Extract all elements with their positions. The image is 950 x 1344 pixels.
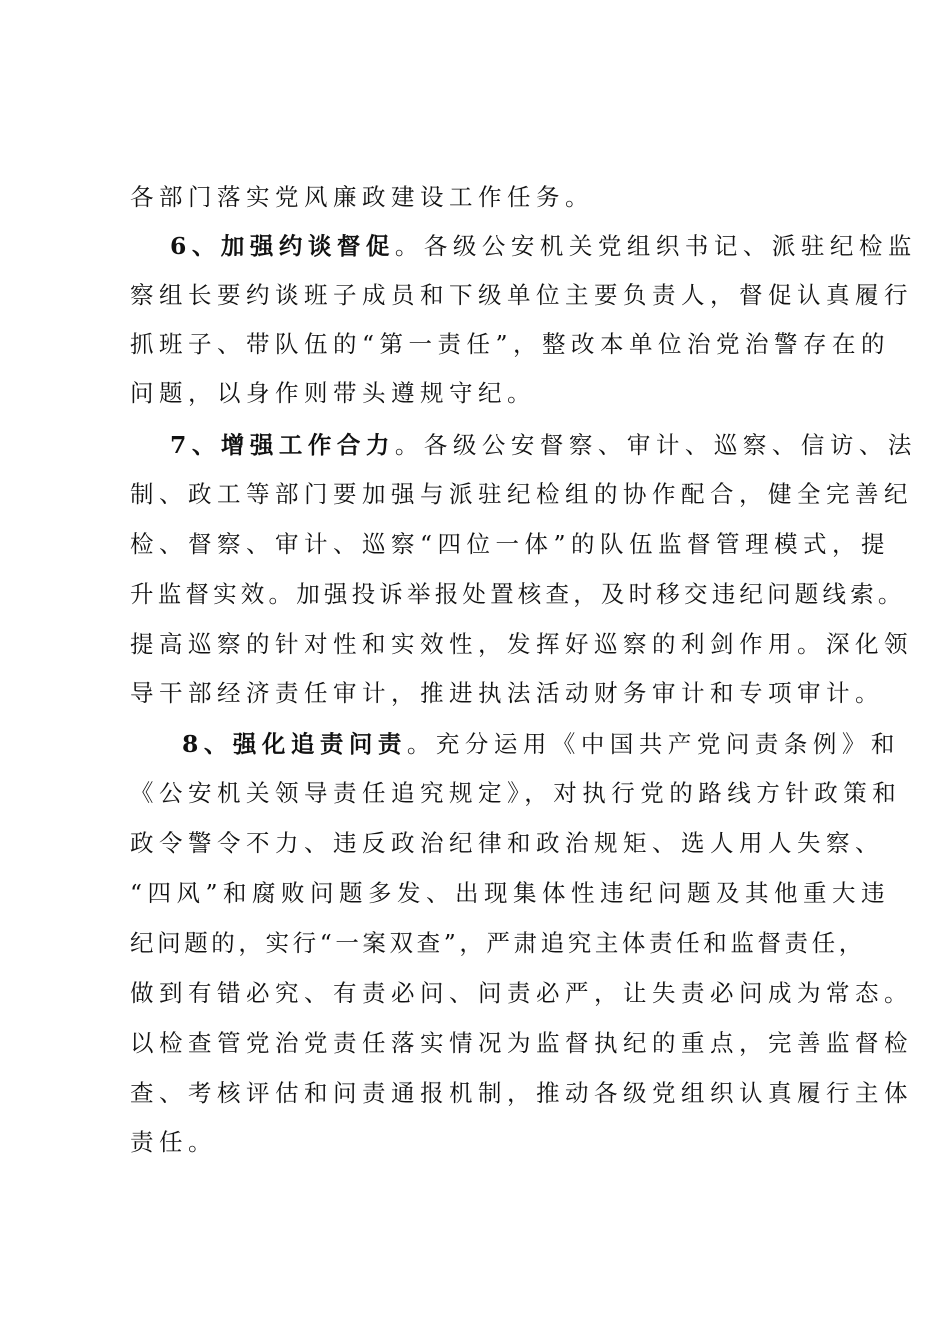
text-line: 查、考核评估和问责通报机制，推动各级党组织认真履行主体: [130, 1079, 913, 1107]
text-line: 做到有错必究、有责必问、问责必严，让失责必问成为常态。: [130, 979, 913, 1007]
text-line: 纪问题的，实行“一案双查”，严肃追究主体责任和监督责任，: [130, 929, 866, 957]
paragraph-6-text: 。各级公安机关党组织书记、派驻纪检监: [394, 232, 917, 260]
paragraph-6-first-line: [170, 230, 917, 262]
text-line: 责任。: [130, 1128, 217, 1156]
text-line: 升监督实效。加强投诉举报处置核查，及时移交违纪问题线索。: [130, 580, 906, 608]
paragraph-7-text: 。各级公安督察、审计、巡察、信访、法: [394, 431, 917, 459]
text-line: 《公安机关领导责任追究规定》，对执行党的路线方针政策和: [130, 779, 902, 807]
paragraph-7-first-line: [170, 429, 917, 461]
paragraph-8-heading: 8、强化追责问责: [182, 730, 407, 758]
text-line: 抓班子、带队伍的“第一责任”，整改本单位治党治警存在的: [130, 330, 891, 358]
text-line: 制、政工等部门要加强与派驻纪检组的协作配合，健全完善纪: [130, 480, 913, 508]
paragraph-8-text: 。充分运用《中国共产党问责条例》和: [406, 730, 900, 758]
text-line: 问题，以身作则带头遵规守纪。: [130, 379, 536, 407]
text-line: 导干部经济责任审计，推进执法活动财务审计和专项审计。: [130, 679, 884, 707]
text-line: “四风”和腐败问题多发、出现集体性违纪问题及其他重大违: [130, 879, 891, 907]
text-line: 以检查管党治党责任落实情况为监督执纪的重点，完善监督检: [130, 1029, 913, 1057]
text-line: 政令警令不力、违反政治纪律和政治规矩、选人用人失察、: [130, 829, 884, 857]
text-line: 察组长要约谈班子成员和下级单位主要负责人，督促认真履行: [130, 281, 913, 309]
paragraph-7-heading: 7、增强工作合力: [170, 431, 395, 459]
text-line: 检、督察、审计、巡察“四位一体”的队伍监督管理模式，提: [130, 530, 891, 558]
paragraph-6-heading: 6、加强约谈督促: [170, 232, 395, 260]
paragraph-8-first-line: [182, 728, 900, 760]
text-line: 提高巡察的针对性和实效性，发挥好巡察的利剑作用。深化领: [130, 630, 913, 658]
text-line: 各部门落实党风廉政建设工作任务。: [130, 183, 594, 211]
